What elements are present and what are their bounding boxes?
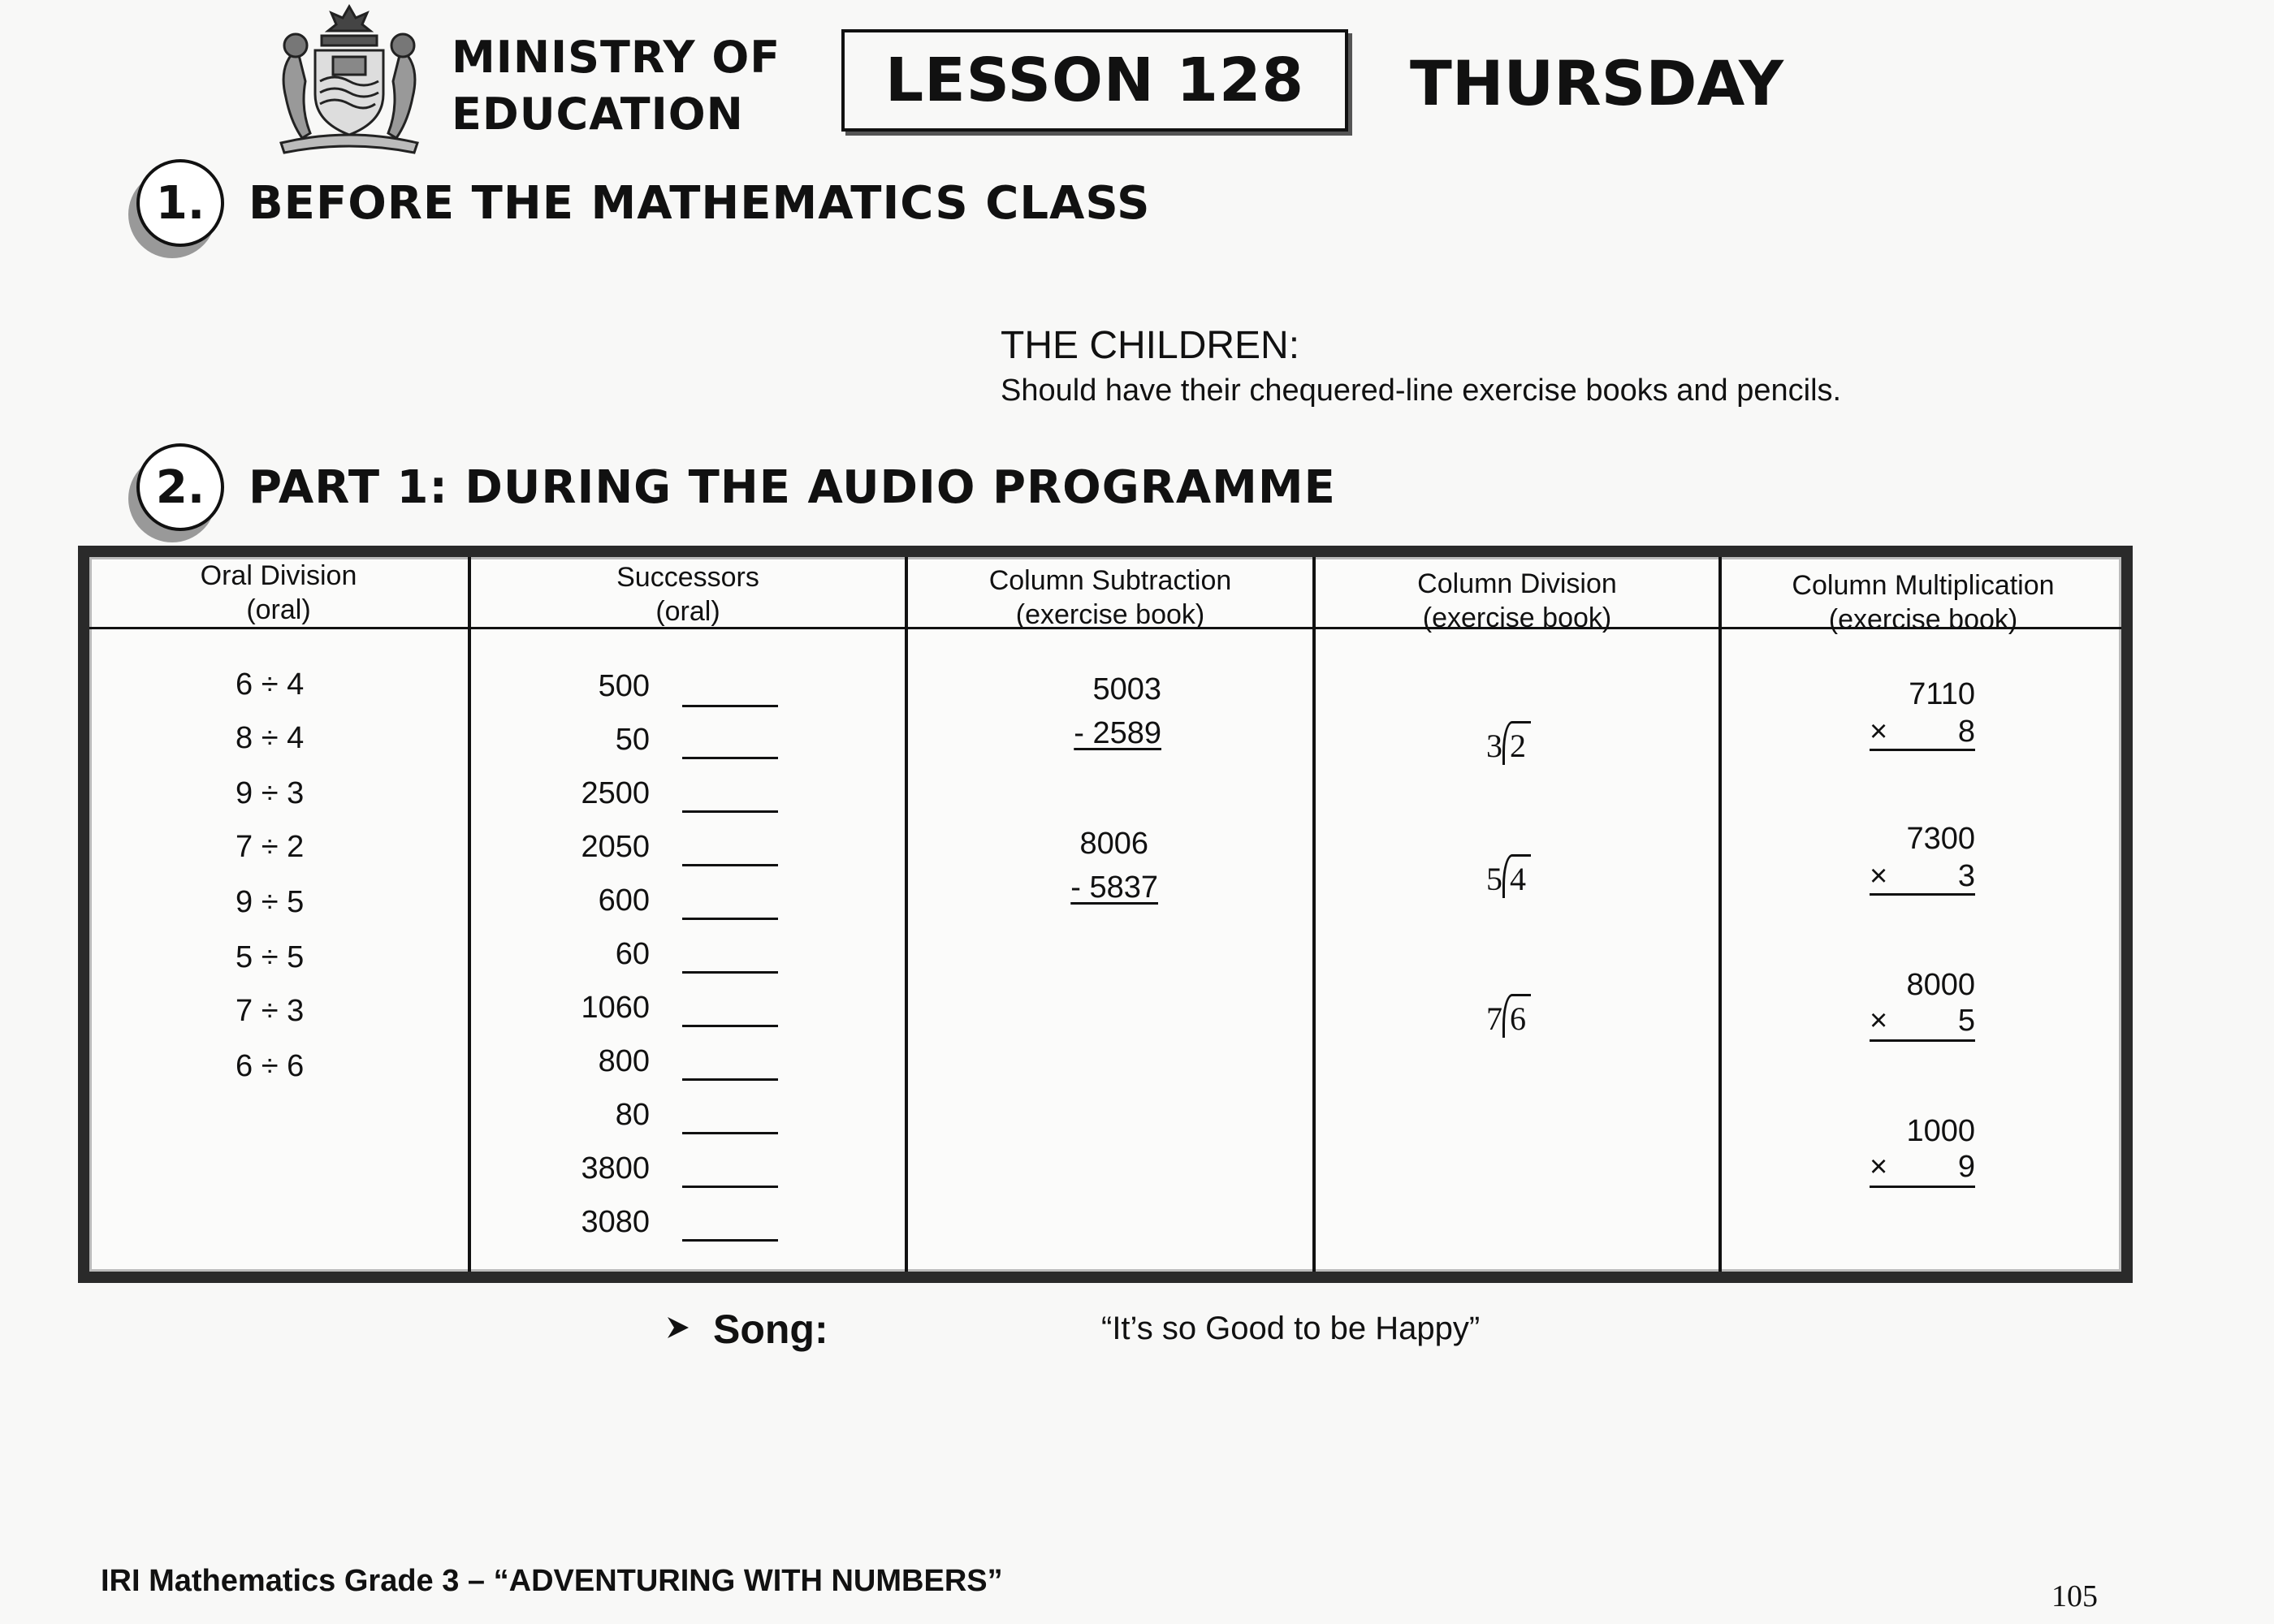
- header-column-multiplication: [1722, 568, 2125, 637]
- successor-number: 3080: [581, 1205, 650, 1239]
- oral-division-item: 7 ÷ 3: [236, 994, 305, 1028]
- oral-division-item: 8 ÷ 4: [236, 721, 305, 755]
- subtraction-subtrahend: - 5837: [1070, 870, 1158, 905]
- multiplication-factor: 5: [1957, 1004, 1975, 1038]
- multiplication-factor-row: [1870, 715, 1975, 749]
- successor-blank: [682, 971, 778, 974]
- division-dividend: 6: [1502, 994, 1531, 1038]
- song-title: “It’s so Good to be Happy”: [1101, 1311, 1481, 1346]
- successor-number: 600: [598, 883, 650, 918]
- header-subtitle: (exercise book): [1015, 599, 1205, 630]
- multiplication-line: [1870, 749, 1975, 751]
- oral-division-item: 9 ÷ 5: [236, 885, 305, 919]
- successor-blank: [682, 705, 778, 707]
- column-divider: [905, 557, 908, 1272]
- multiply-sign: ×: [1870, 859, 1888, 893]
- column-divider: [1312, 557, 1316, 1272]
- ministry-line-2: EDUCATION: [452, 89, 744, 140]
- successor-number: 2500: [581, 776, 650, 810]
- ministry-title: [452, 29, 780, 143]
- division-problem: [1486, 994, 1531, 1038]
- children-heading: THE CHILDREN:: [1001, 324, 1300, 367]
- lesson-day: THURSDAY: [1410, 47, 1784, 119]
- successor-blank: [682, 810, 778, 813]
- multiplication-line: [1870, 1186, 1975, 1188]
- multiplication-factor: 9: [1957, 1150, 1975, 1184]
- subtraction-minuend: 5003: [1092, 672, 1161, 706]
- oral-division-item: 5 ÷ 5: [236, 940, 305, 974]
- successor-number: 50: [615, 723, 650, 757]
- section-2-number: 2.: [136, 443, 224, 531]
- successor-blank: [682, 757, 778, 759]
- ministry-crest-logo: [265, 0, 434, 159]
- multiplication-line: [1870, 893, 1975, 896]
- successor-blank: [682, 1132, 778, 1134]
- multiplication-factor: 8: [1957, 715, 1975, 749]
- page-number: 105: [2051, 1579, 2098, 1613]
- section-1-number: 1.: [136, 159, 224, 247]
- multiplication-factor-row: [1870, 1150, 1975, 1185]
- column-divider: [1718, 557, 1722, 1272]
- division-problem: [1486, 854, 1531, 898]
- header-subtitle: (oral): [655, 596, 720, 627]
- header-title: Column Division: [1417, 568, 1617, 599]
- section-1-title: BEFORE THE MATHEMATICS CLASS: [249, 177, 1151, 230]
- successor-number: 2050: [581, 830, 650, 864]
- song-label: Song:: [713, 1307, 828, 1352]
- division-dividend: 2: [1502, 721, 1531, 765]
- header-subtitle: (exercise book): [1828, 604, 2018, 635]
- multiplication-factor: 3: [1957, 859, 1975, 893]
- header-title: Successors: [616, 562, 759, 593]
- successor-blank: [682, 1239, 778, 1242]
- column-divider: [468, 557, 471, 1272]
- multiplication-top: 8000: [1906, 968, 1975, 1002]
- successor-number: 60: [615, 937, 650, 971]
- multiply-sign: ×: [1870, 1150, 1888, 1184]
- oral-division-item: 6 ÷ 6: [236, 1049, 305, 1083]
- children-instructions: Should have their chequered-line exercise books and pencils.: [1001, 374, 1842, 408]
- successor-blank: [682, 864, 778, 866]
- successor-blank: [682, 1025, 778, 1027]
- multiplication-line: [1870, 1039, 1975, 1042]
- header-column-subtraction: [908, 564, 1312, 632]
- header-subtitle: (exercise book): [1422, 603, 1612, 633]
- oral-division-item: 9 ÷ 3: [236, 776, 305, 810]
- division-divisor: 7: [1486, 1000, 1502, 1037]
- successor-number: 3800: [581, 1151, 650, 1186]
- successor-blank: [682, 918, 778, 920]
- header-subtitle: (oral): [246, 594, 311, 625]
- header-oral-division: [89, 559, 468, 627]
- header-title: Oral Division: [200, 560, 357, 591]
- successor-blank: [682, 1186, 778, 1188]
- header-successors: [471, 560, 905, 628]
- division-problem: [1486, 721, 1531, 765]
- arrow-bullet-icon: [664, 1314, 692, 1341]
- multiplication-top: 7300: [1906, 822, 1975, 856]
- multiplication-top: 7110: [1909, 677, 1975, 711]
- lesson-number: LESSON 128: [884, 45, 1305, 115]
- activity-table: [78, 546, 2133, 1283]
- division-dividend: 4: [1502, 854, 1531, 898]
- subtraction-subtrahend: - 2589: [1074, 716, 1161, 750]
- division-divisor: 5: [1486, 861, 1502, 897]
- successor-number: 1060: [581, 991, 650, 1025]
- successor-blank: [682, 1078, 778, 1081]
- multiplication-factor-row: [1870, 1004, 1975, 1039]
- header-title: Column Multiplication: [1792, 570, 2055, 601]
- oral-division-item: 6 ÷ 4: [236, 667, 305, 702]
- division-divisor: 3: [1486, 728, 1502, 764]
- subtraction-minuend: 8006: [1079, 827, 1148, 861]
- multiplication-factor-row: [1870, 859, 1975, 894]
- successor-number: 500: [598, 669, 650, 703]
- header-title: Column Subtraction: [988, 565, 1232, 596]
- multiply-sign: ×: [1870, 1004, 1888, 1038]
- header-column-division: [1316, 567, 1718, 635]
- successor-number: 80: [615, 1098, 650, 1132]
- multiply-sign: ×: [1870, 715, 1888, 749]
- section-2-title: PART 1: DURING THE AUDIO PROGRAMME: [249, 461, 1336, 514]
- lesson-number-box: [841, 29, 1348, 132]
- oral-division-item: 7 ÷ 2: [236, 830, 305, 864]
- successor-number: 800: [598, 1044, 650, 1078]
- footer-title: IRI Mathematics Grade 3 – “ADVENTURING WITH NUMBERS”: [101, 1564, 1003, 1598]
- ministry-line-1: MINISTRY OF: [452, 32, 781, 83]
- multiplication-top: 1000: [1906, 1114, 1975, 1148]
